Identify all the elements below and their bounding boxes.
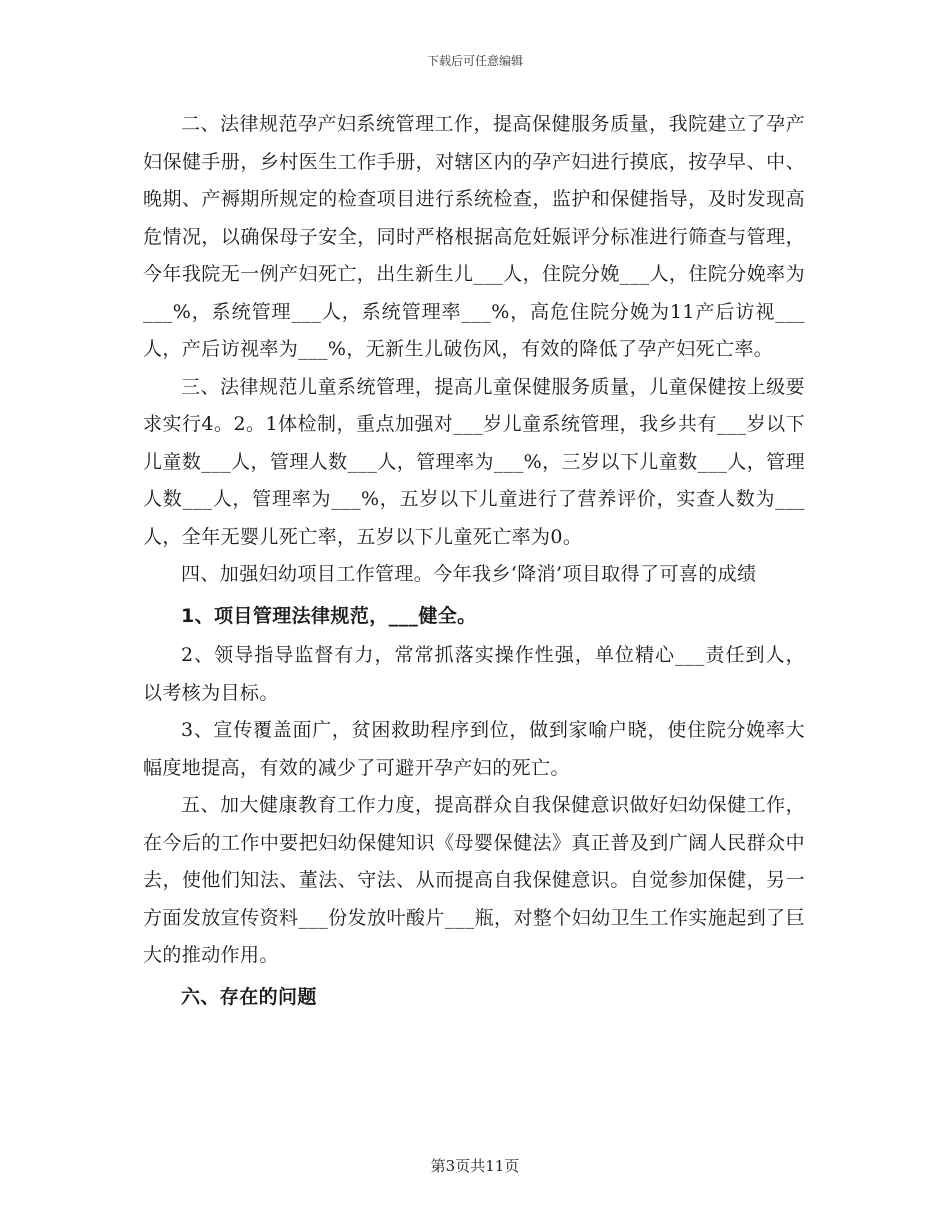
paragraph-leadership: 2、领导指导监督有力，常常抓落实操作性强，单位精心___责任到人，以考核为目标。 xyxy=(143,644,805,704)
paragraph-project-management: 四、加强妇幼项目工作管理。今年我乡‘降消’项目取得了可喜的成绩 xyxy=(181,563,757,585)
paragraph-publicity: 3、宣传覆盖面广，贫困救助程序到位，做到家喻户晓，使住院分娩率大幅度地提高，有效的减少了可避开孕产妇的死亡。 xyxy=(143,719,805,779)
paragraph-child-management: 三、法律规范儿童系统管理，提高儿童保健服务质量，儿童保健按上级要求实行4。2。1体检制，重点加强对___岁儿童系统管理，我乡共有___岁以下儿童数___人，管理人数___人，管理率为___%，三岁以下儿童数___人，管理人数___人，管理率为___%，五岁以下儿童进行了营养评价，实查人数为___人，全年无婴儿死亡率，五岁以下儿童死亡率为0。 xyxy=(143,375,805,548)
document-body xyxy=(143,106,805,1018)
heading-project-standard: 1、项目管理法律规范，___健全。 xyxy=(181,604,477,627)
paragraph-maternal-management: 二、法律规范孕产妇系统管理工作，提高保健服务质量，我院建立了孕产妇保健手册，乡村医生工作手册，对辖区内的孕产妇进行摸底，按孕早、中、晚期、产褥期所规定的检查项目进行系统检查，监护和保健指导，及时发现高危情况，以确保母子安全，同时严格根据高危妊娠评分标准进行筛查与管理，今年我院无一例产妇死亡，出生新生儿___人，住院分娩___人，住院分娩率为___%，系统管理___人，系统管理率___%，高危住院分娩为11产后访视___人，产后访视率为___%，无新生儿破伤风，有效的降低了孕产妇死亡率。 xyxy=(143,113,805,360)
page-number: 第3页共11页 xyxy=(430,1157,520,1175)
page-header: 下载后可任意编辑 xyxy=(426,54,523,68)
heading-existing-problems: 六、存在的问题 xyxy=(181,985,317,1008)
paragraph-health-education: 五、加大健康教育工作力度，提高群众自我保健意识做好妇幼保健工作，在今后的工作中要把妇幼保健知识《母婴保健法》真正普及到广阔人民群众中去，使他们知法、董法、守法、从而提高自我保健意识。自觉参加保健，另一方面发放宣传资料___份发放叶酸片___瓶，对整个妇幼卫生工作实施起到了巨大的推动作用。 xyxy=(143,794,805,966)
